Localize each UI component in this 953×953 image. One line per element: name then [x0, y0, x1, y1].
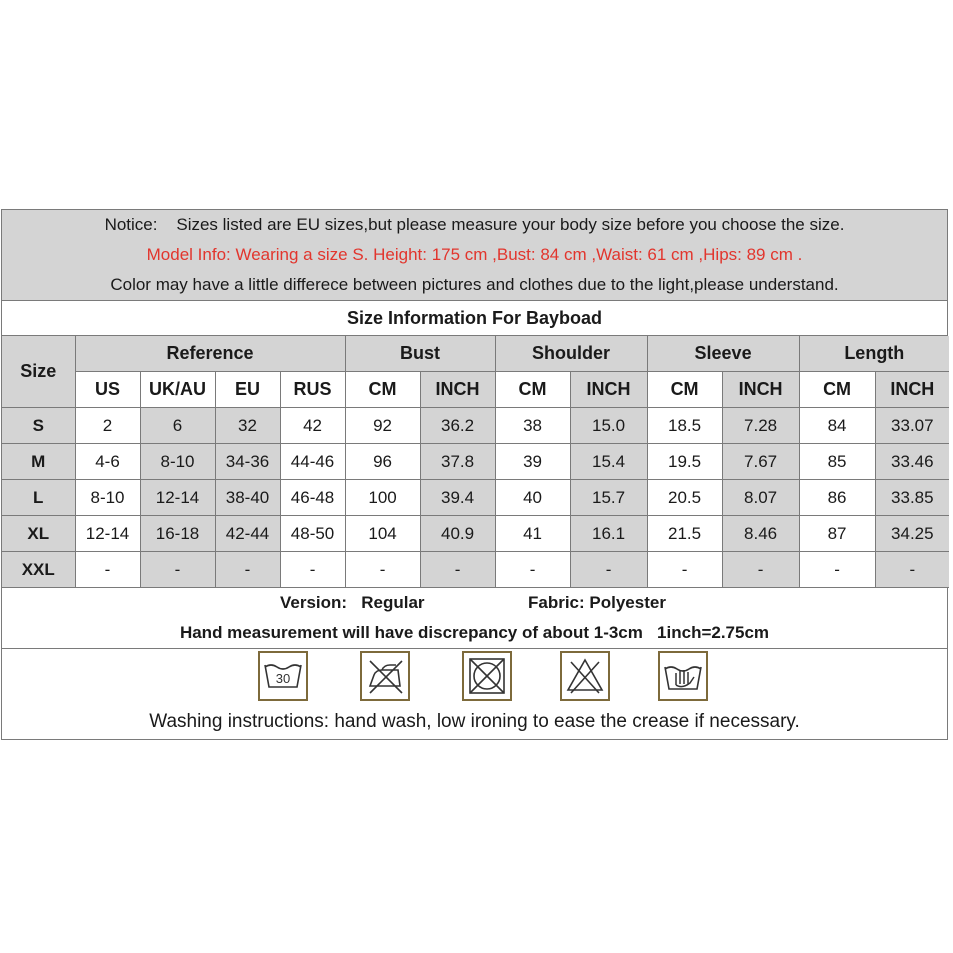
table-cell: 8-10	[140, 444, 215, 480]
table-cell: 33.85	[875, 480, 949, 516]
size-table-title: Size Information For Bayboad	[2, 301, 947, 336]
table-subheader-row	[2, 372, 949, 408]
table-cell: 32	[215, 408, 280, 444]
washing-section	[2, 649, 947, 741]
table-cell: -	[280, 552, 345, 588]
table-cell: 34-36	[215, 444, 280, 480]
table-cell: 42-44	[215, 516, 280, 552]
wash-temp-label: 30	[275, 671, 291, 686]
table-cell: 39.4	[420, 480, 495, 516]
group-header-reference: Reference	[75, 336, 345, 372]
table-row	[2, 516, 949, 552]
subheader-shoulder-cm: CM	[495, 372, 570, 408]
notice-section	[2, 210, 947, 301]
wash-30-icon	[258, 651, 308, 701]
subheader-shoulder-inch: INCH	[570, 372, 647, 408]
group-header-sleeve: Sleeve	[647, 336, 799, 372]
no-tumble-dry-icon	[462, 651, 512, 701]
garment-info-section	[2, 588, 947, 649]
size-label-cell: XXL	[2, 552, 75, 588]
table-cell: 85	[799, 444, 875, 480]
table-cell: -	[799, 552, 875, 588]
table-cell: 38	[495, 408, 570, 444]
table-cell: 4-6	[75, 444, 140, 480]
table-cell: -	[875, 552, 949, 588]
table-cell: -	[647, 552, 722, 588]
table-cell: 8.07	[722, 480, 799, 516]
table-cell: -	[215, 552, 280, 588]
no-bleach-icon	[560, 651, 610, 701]
table-cell: 12-14	[75, 516, 140, 552]
subheader-sleeve-cm: CM	[647, 372, 722, 408]
table-cell: 12-14	[140, 480, 215, 516]
table-cell: -	[570, 552, 647, 588]
table-cell: -	[345, 552, 420, 588]
subheader-rus: RUS	[280, 372, 345, 408]
table-cell: 96	[345, 444, 420, 480]
subheader-us: US	[75, 372, 140, 408]
table-cell: 86	[799, 480, 875, 516]
table-cell: 2	[75, 408, 140, 444]
table-cell: 92	[345, 408, 420, 444]
table-cell: 100	[345, 480, 420, 516]
size-table	[2, 336, 949, 588]
table-cell: 48-50	[280, 516, 345, 552]
table-cell: 7.28	[722, 408, 799, 444]
size-label-cell: L	[2, 480, 75, 516]
subheader-bust-inch: INCH	[420, 372, 495, 408]
size-label-cell: XL	[2, 516, 75, 552]
table-cell: -	[140, 552, 215, 588]
table-cell: 15.4	[570, 444, 647, 480]
table-cell: -	[495, 552, 570, 588]
table-row	[2, 480, 949, 516]
table-cell: -	[420, 552, 495, 588]
table-cell: 42	[280, 408, 345, 444]
table-cell: 40.9	[420, 516, 495, 552]
table-cell: 37.8	[420, 444, 495, 480]
size-chart	[1, 209, 948, 740]
table-row	[2, 408, 949, 444]
table-row	[2, 444, 949, 480]
size-rows	[2, 408, 949, 588]
table-cell: 33.07	[875, 408, 949, 444]
table-cell: 18.5	[647, 408, 722, 444]
size-column-header: Size	[2, 336, 75, 408]
table-cell: 46-48	[280, 480, 345, 516]
table-cell: 36.2	[420, 408, 495, 444]
size-label-cell: M	[2, 444, 75, 480]
table-group-header-row	[2, 336, 949, 372]
model-info-line: Model Info: Wearing a size S. Height: 175 cm ,Bust: 84 cm ,Waist: 61 cm ,Hips: 89 cm .	[146, 245, 803, 264]
table-cell: 39	[495, 444, 570, 480]
table-cell: 38-40	[215, 480, 280, 516]
table-row	[2, 552, 949, 588]
table-cell: -	[722, 552, 799, 588]
table-cell: 21.5	[647, 516, 722, 552]
table-cell: 16.1	[570, 516, 647, 552]
color-disclaimer-line: Color may have a little differece between pictures and clothes due to the light,please understand.	[110, 275, 839, 294]
group-header-bust: Bust	[345, 336, 495, 372]
table-cell: 15.0	[570, 408, 647, 444]
table-cell: 44-46	[280, 444, 345, 480]
group-header-shoulder: Shoulder	[495, 336, 647, 372]
version-label: Version: Regular	[280, 593, 425, 612]
table-cell: 19.5	[647, 444, 722, 480]
measurement-note: Hand measurement will have discrepancy of about 1-3cm 1inch=2.75cm	[179, 623, 770, 642]
table-cell: 7.67	[722, 444, 799, 480]
table-cell: 87	[799, 516, 875, 552]
table-cell: 8.46	[722, 516, 799, 552]
subheader-bust-cm: CM	[345, 372, 420, 408]
notice-line: Notice: Sizes listed are EU sizes,but please measure your body size before you choose the size.	[104, 215, 845, 234]
washing-instructions: Washing instructions: hand wash, low ironing to ease the crease if necessary.	[149, 711, 800, 732]
table-cell: 41	[495, 516, 570, 552]
table-cell: 40	[495, 480, 570, 516]
table-cell: 33.46	[875, 444, 949, 480]
subheader-length-cm: CM	[799, 372, 875, 408]
hand-wash-icon	[658, 651, 708, 701]
table-cell: 16-18	[140, 516, 215, 552]
table-cell: 34.25	[875, 516, 949, 552]
table-cell: -	[75, 552, 140, 588]
fabric-label: Fabric: Polyester	[528, 593, 666, 612]
subheader-eu: EU	[215, 372, 280, 408]
table-cell: 6	[140, 408, 215, 444]
table-cell: 84	[799, 408, 875, 444]
table-cell: 8-10	[75, 480, 140, 516]
subheader-sleeve-inch: INCH	[722, 372, 799, 408]
table-cell: 20.5	[647, 480, 722, 516]
group-header-length: Length	[799, 336, 949, 372]
table-cell: 15.7	[570, 480, 647, 516]
low-iron-icon	[360, 651, 410, 701]
table-cell: 104	[345, 516, 420, 552]
subheader-uk-au: UK/AU	[140, 372, 215, 408]
size-label-cell: S	[2, 408, 75, 444]
subheader-length-inch: INCH	[875, 372, 949, 408]
